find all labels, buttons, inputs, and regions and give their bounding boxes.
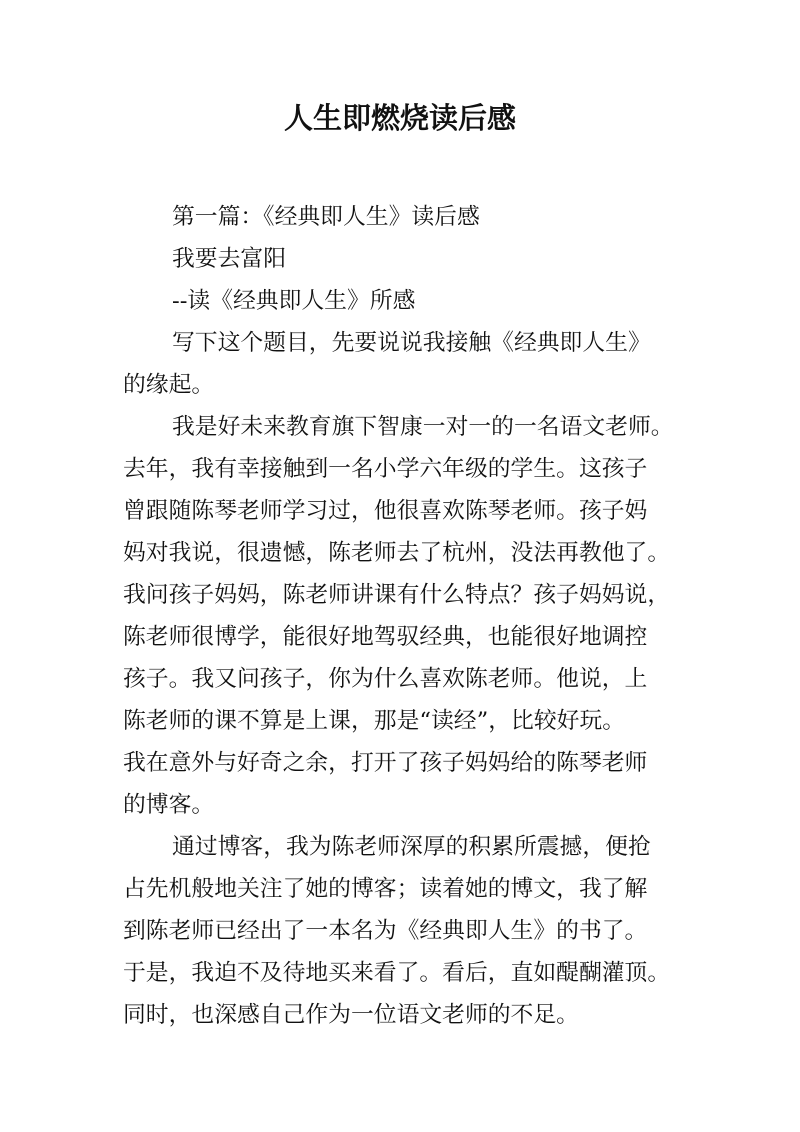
document-body <box>123 196 691 1036</box>
text-line: 我要去富阳 <box>172 246 286 272</box>
text-line: 妈对我说，很遗憾，陈老师去了杭州，没法再教他了。 <box>123 540 671 566</box>
text-line: 通过博客，我为陈老师深厚的积累所震撼，便抢 <box>172 834 651 860</box>
text-line: 我在意外与好奇之余，打开了孩子妈妈给的陈琴老师 <box>123 750 648 776</box>
text-line: 占先机般地关注了她的博客；读着她的博文，我了解 <box>123 876 648 902</box>
text-line: 于是，我迫不及待地买来看了。看后，直如醍醐灌顶。 <box>123 960 671 986</box>
text-line: --读《经典即人生》所感 <box>172 288 416 314</box>
text-line: 第一篇：《经典即人生》读后感 <box>172 204 480 230</box>
text-line: 曾跟随陈琴老师学习过，他很喜欢陈琴老师。孩子妈 <box>123 498 648 524</box>
text-line: 我是好未来教育旗下智康一对一的一名语文老师。 <box>172 414 674 440</box>
text-line: 的缘起。 <box>123 372 215 398</box>
text-line: 陈老师的课不算是上课，那是“读经”，比较好玩。 <box>123 708 626 734</box>
document-title: 人生即燃烧读后感 <box>283 101 516 135</box>
text-line: 陈老师很博学，能很好地驾驭经典，也能很好地调控 <box>123 624 648 650</box>
text-line: 我问孩子妈妈，陈老师讲课有什么特点？孩子妈妈说， <box>123 582 671 608</box>
text-line: 同时，也深感自己作为一位语文老师的不足。 <box>123 1002 579 1028</box>
text-line: 写下这个题目，先要说说我接触《经典即人生》 <box>172 330 651 356</box>
text-line: 到陈老师已经出了一本名为《经典即人生》的书了。 <box>123 918 648 944</box>
text-line: 去年，我有幸接触到一名小学六年级的学生。这孩子 <box>123 456 648 482</box>
text-line: 孩子。我又问孩子，你为什么喜欢陈老师。他说，上 <box>123 666 648 692</box>
text-line: 的博客。 <box>123 792 215 818</box>
